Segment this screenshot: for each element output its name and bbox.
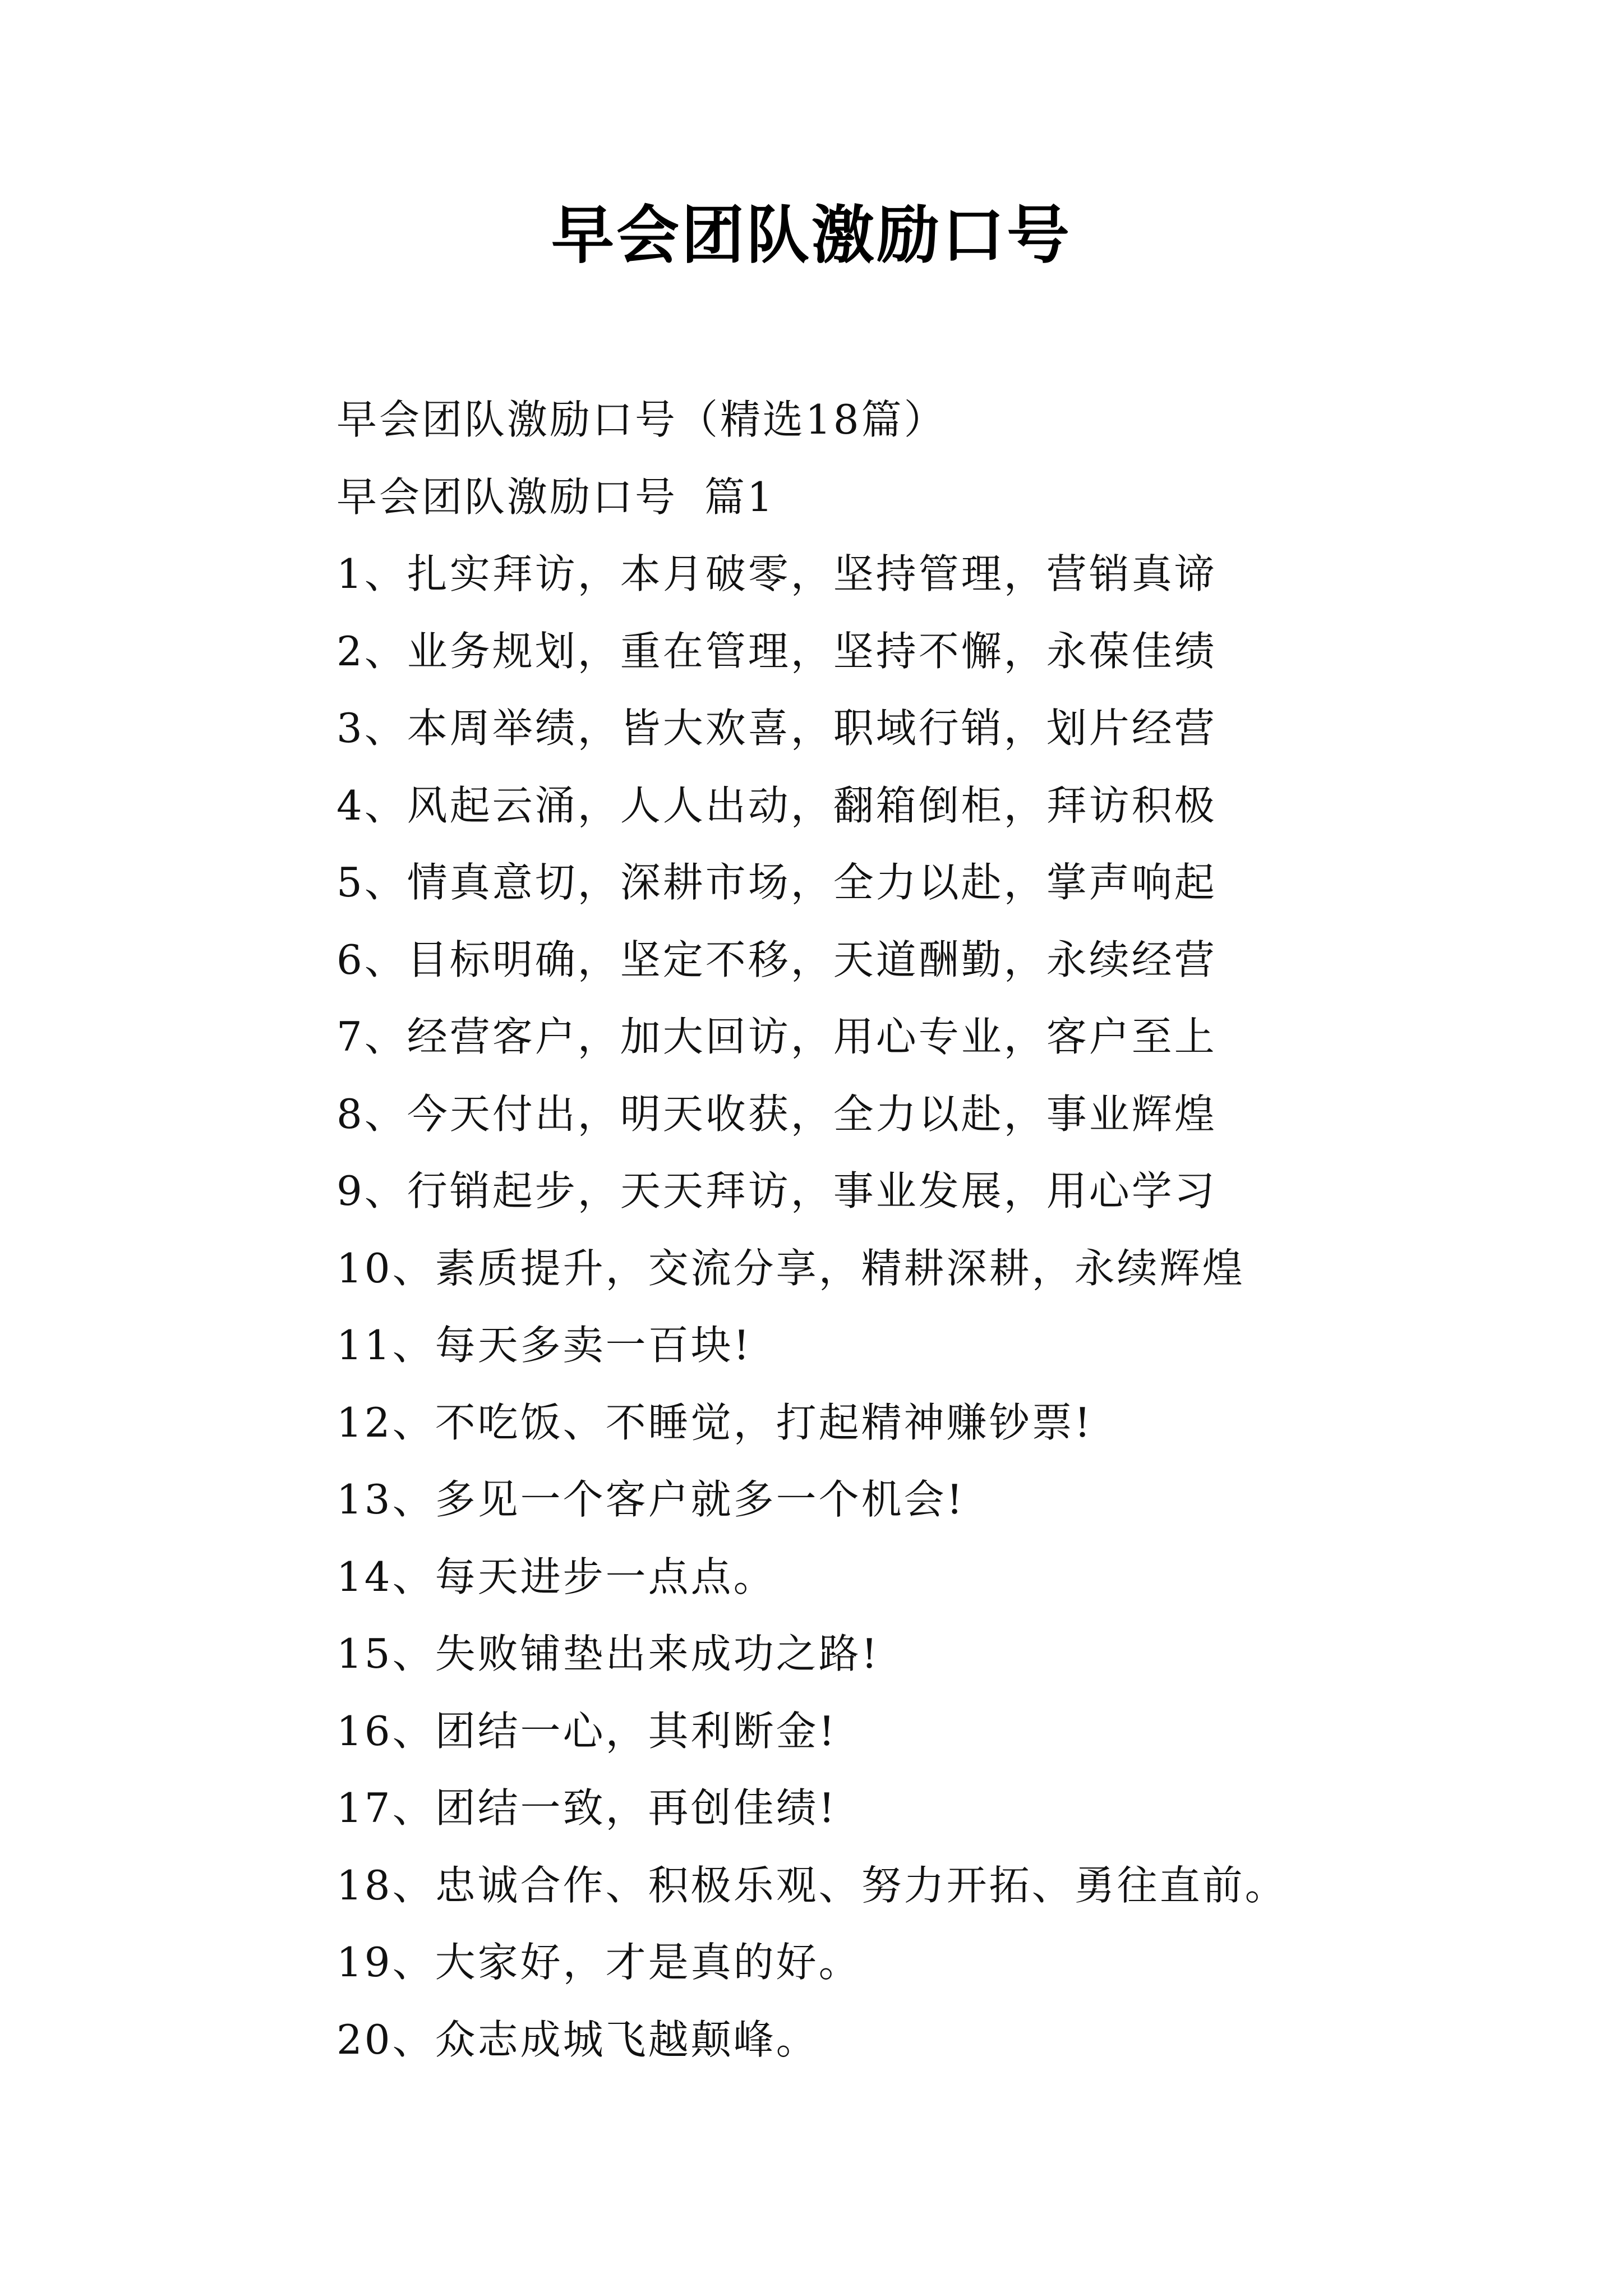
slogan-item: 9、行销起步，天天拜访，事业发展，用心学习 — [336, 1167, 1217, 1214]
slogan-item: 7、经营客户，加大回访，用心专业，客户至上 — [336, 1013, 1217, 1060]
slogan-item: 19、大家好，才是真的好。 — [336, 1939, 861, 1986]
slogan-item: 3、本周举绩，皆大欢喜，职域行销，划片经营 — [336, 705, 1217, 752]
document-subtitle: 早会团队激励口号（精选18篇） — [336, 396, 947, 443]
slogan-item: 14、每天进步一点点。 — [336, 1553, 776, 1600]
slogan-item: 11、每天多卖一百块! — [336, 1322, 752, 1369]
slogan-item: 15、失败铺垫出来成功之路! — [336, 1630, 880, 1677]
slogan-item: 20、众志成城飞越颠峰。 — [336, 2016, 819, 2063]
section-heading-text: 早会团队激励口号 — [336, 473, 678, 521]
slogan-item: 5、情真意切，深耕市场，全力以赴，掌声响起 — [336, 859, 1217, 906]
slogan-item: 16、团结一心，其利断金! — [336, 1707, 837, 1755]
slogan-item: 10、素质提升，交流分享，精耕深耕，永续辉煌 — [336, 1244, 1245, 1292]
document-body — [336, 381, 1514, 2078]
section-heading-part: 篇1 — [704, 473, 775, 521]
slogan-item: 12、不吃饭、不睡觉，打起精神赚钞票! — [336, 1398, 1093, 1446]
slogan-item: 18、忠诚合作、积极乐观、努力开拓、勇往直前。 — [336, 1861, 1288, 1909]
slogan-item: 6、目标明确，坚定不移，天道酬勤，永续经营 — [336, 936, 1217, 983]
slogan-item: 17、团结一致，再创佳绩! — [336, 1784, 837, 1832]
slogan-item: 1、扎实拜访，本月破零，坚持管理，营销真谛 — [336, 550, 1217, 597]
slogan-item: 4、风起云涌，人人出动，翻箱倒柜，拜访积极 — [336, 781, 1217, 829]
slogan-item: 8、今天付出，明天收获，全力以赴，事业辉煌 — [336, 1090, 1217, 1138]
document-title: 早会团队激励口号 — [551, 199, 1072, 272]
section-heading — [336, 459, 1514, 536]
slogan-item: 13、多见一个客户就多一个机会! — [336, 1476, 965, 1523]
slogan-item: 2、业务规划，重在管理，坚持不懈，永葆佳绩 — [336, 627, 1217, 675]
